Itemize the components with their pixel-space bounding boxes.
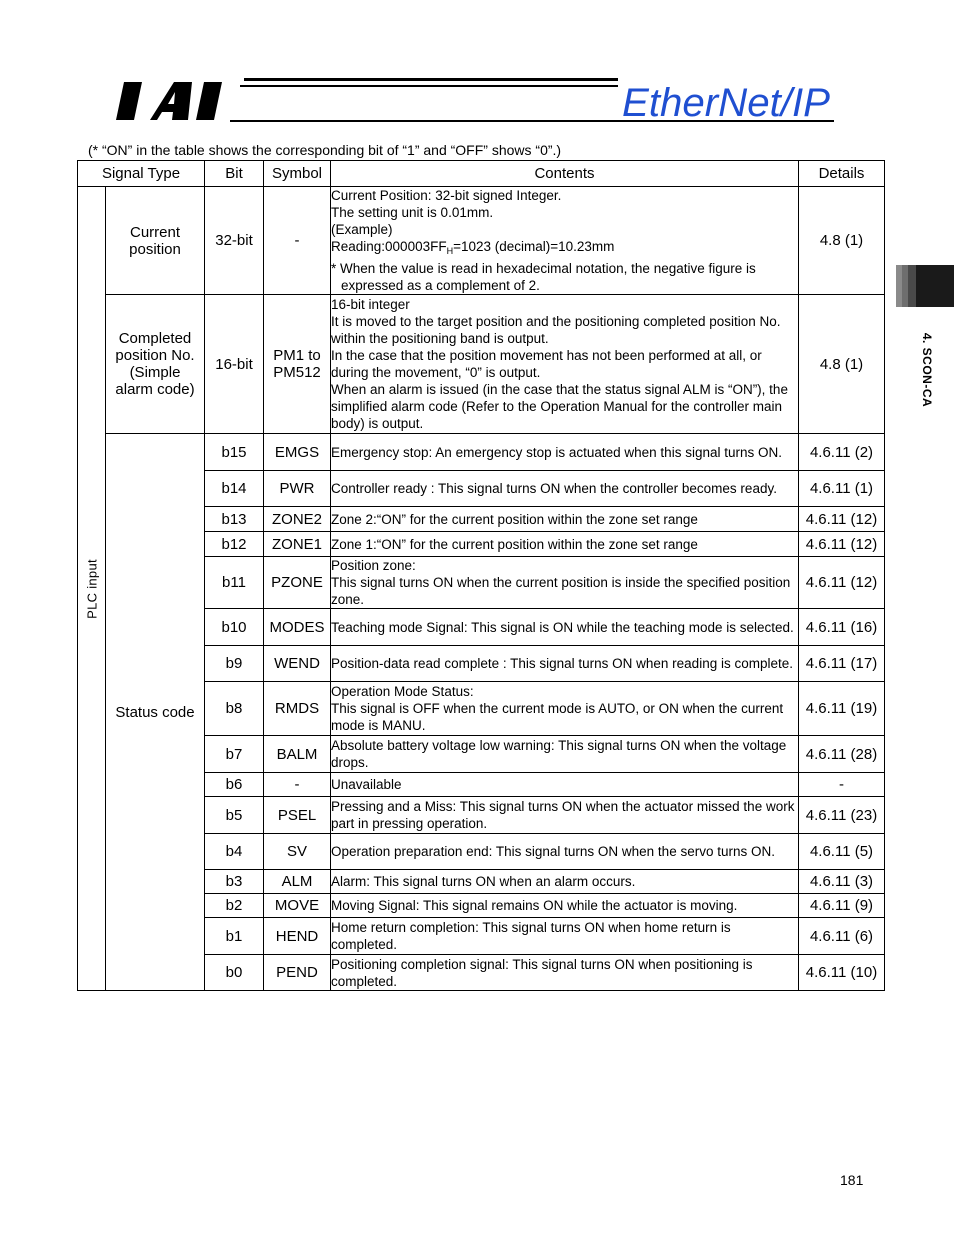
symbol-cell: ZONE1	[264, 532, 331, 557]
example-hex: Reading:000003FF	[331, 239, 447, 254]
contents-line: The setting unit is 0.01mm.	[331, 205, 494, 220]
contents-cell: Zone 2:“ON” for the current position within the zone set range	[331, 507, 799, 532]
details-cell: 4.6.11 (3)	[799, 870, 885, 894]
signal-type: Completed position No. (Simple alarm code)	[106, 295, 205, 434]
symbol-cell: PSEL	[264, 797, 331, 834]
details-cell: 4.6.11 (12)	[799, 532, 885, 557]
bit-cell: 32-bit	[205, 187, 264, 295]
col-signal-type: Signal Type	[78, 161, 205, 187]
bit-cell: b6	[205, 773, 264, 797]
symbol-cell: EMGS	[264, 434, 331, 471]
contents-line: * When the value is read in hexadecimal notation, the negative figure is expressed as a complement of 2.	[331, 261, 756, 293]
contents-cell: 16-bit integer It is moved to the target position and the positioning completed position No. within the positioning band is output. In the case that the position movement has not been performed at all, or during the movement, “0” is output. When an alarm is issued (in the case that the status signal ALM is “ON”), the simplified alarm code (Refer to the Operation Manual for the controller main body) is output.	[331, 295, 799, 434]
symbol-cell: -	[264, 773, 331, 797]
iai-logo	[116, 82, 222, 120]
signal-type: Current position	[106, 187, 205, 295]
contents-line	[331, 238, 798, 260]
symbol-cell: WEND	[264, 646, 331, 682]
symbol-cell: BALM	[264, 736, 331, 773]
col-contents: Contents	[331, 161, 799, 187]
bit-cell: b9	[205, 646, 264, 682]
logo-line-mid	[240, 85, 618, 87]
symbol-cell: HEND	[264, 918, 331, 955]
symbol-cell: MODES	[264, 609, 331, 646]
chapter-tab	[896, 265, 954, 307]
details-cell: 4.6.11 (9)	[799, 894, 885, 918]
plc-input-group	[78, 187, 106, 991]
symbol-cell: PEND	[264, 955, 331, 991]
bit-cell: b10	[205, 609, 264, 646]
symbol-cell: -	[264, 187, 331, 295]
contents-cell: Controller ready : This signal turns ON when the controller becomes ready.	[331, 471, 799, 507]
contents-cell: Positioning completion signal: This signal turns ON when positioning is completed.	[331, 955, 799, 991]
contents-cell: Home return completion: This signal turns ON when home return is completed.	[331, 918, 799, 955]
example-decimal: =1023 (decimal)=10.23mm	[453, 239, 615, 254]
row-completed-position	[78, 295, 885, 434]
bit-cell: b1	[205, 918, 264, 955]
contents-cell: Position zone: This signal turns ON when the current position is inside the specified position zone.	[331, 557, 799, 609]
details-cell: 4.6.11 (10)	[799, 955, 885, 991]
bit-cell: b14	[205, 471, 264, 507]
bit-cell: b11	[205, 557, 264, 609]
bit-cell: b5	[205, 797, 264, 834]
contents-cell: Operation Mode Status: This signal is OFF when the current mode is AUTO, or ON when the current mode is MANU.	[331, 682, 799, 736]
contents-cell: Absolute battery voltage low warning: This signal turns ON when the voltage drops.	[331, 736, 799, 773]
bit-cell: b13	[205, 507, 264, 532]
page-number: 181	[840, 1172, 864, 1188]
symbol-cell: PZONE	[264, 557, 331, 609]
details-cell: 4.6.11 (23)	[799, 797, 885, 834]
bit-cell: b3	[205, 870, 264, 894]
status-code-label: Status code	[106, 434, 205, 991]
bit-cell: b4	[205, 834, 264, 870]
details-cell: 4.8 (1)	[799, 187, 885, 295]
contents-cell: Pressing and a Miss: This signal turns ON when the actuator missed the work part in pressing operation.	[331, 797, 799, 834]
symbol-cell: PWR	[264, 471, 331, 507]
contents-cell: Unavailable	[331, 773, 799, 797]
contents-cell: Operation preparation end: This signal turns ON when the servo turns ON.	[331, 834, 799, 870]
bit-cell: b15	[205, 434, 264, 471]
row-current-position	[78, 187, 885, 295]
product-name: EtherNet/IP	[622, 81, 831, 124]
contents-cell: Teaching mode Signal: This signal is ON while the teaching mode is selected.	[331, 609, 799, 646]
col-symbol: Symbol	[264, 161, 331, 187]
logo-line-top	[244, 78, 618, 81]
plc-input-label: PLC input	[84, 558, 99, 619]
hex-subscript: H	[446, 246, 454, 256]
symbol-cell: MOVE	[264, 894, 331, 918]
iai-ethernet-ip-logo	[116, 76, 836, 124]
symbol-cell: ALM	[264, 870, 331, 894]
brand-name: IAI	[116, 76, 118, 77]
contents-cell: Position-data read complete : This signal turns ON when reading is complete.	[331, 646, 799, 682]
symbol-cell: PM1 to PM512	[264, 295, 331, 434]
details-cell: 4.6.11 (5)	[799, 834, 885, 870]
status-row	[78, 434, 885, 471]
col-details: Details	[799, 161, 885, 187]
contents-cell	[331, 187, 799, 295]
details-cell: 4.6.11 (12)	[799, 557, 885, 609]
contents-line: Current Position: 32-bit signed Integer.	[331, 188, 562, 203]
bit-cell: b2	[205, 894, 264, 918]
bit-cell: b0	[205, 955, 264, 991]
details-cell: -	[799, 773, 885, 797]
contents-cell: Emergency stop: An emergency stop is actuated when this signal turns ON.	[331, 434, 799, 471]
signal-table	[77, 160, 885, 991]
contents-cell: Alarm: This signal turns ON when an alarm occurs.	[331, 870, 799, 894]
table-header-row	[78, 161, 885, 187]
table-note: (* “ON” in the table shows the corresponding bit of “1” and “OFF” shows “0”.)	[88, 142, 562, 158]
details-cell: 4.8 (1)	[799, 295, 885, 434]
details-cell: 4.6.11 (17)	[799, 646, 885, 682]
details-cell: 4.6.11 (19)	[799, 682, 885, 736]
symbol-cell: ZONE2	[264, 507, 331, 532]
chapter-label: 4. SCON-CA	[920, 332, 934, 408]
bit-cell: b8	[205, 682, 264, 736]
bit-cell: 16-bit	[205, 295, 264, 434]
col-bit: Bit	[205, 161, 264, 187]
contents-line: (Example)	[331, 222, 393, 237]
bit-cell: b7	[205, 736, 264, 773]
symbol-cell: RMDS	[264, 682, 331, 736]
details-cell: 4.6.11 (28)	[799, 736, 885, 773]
contents-cell: Moving Signal: This signal remains ON while the actuator is moving.	[331, 894, 799, 918]
contents-cell: Zone 1:“ON” for the current position within the zone set range	[331, 532, 799, 557]
bit-cell: b12	[205, 532, 264, 557]
details-cell: 4.6.11 (2)	[799, 434, 885, 471]
details-cell: 4.6.11 (12)	[799, 507, 885, 532]
details-cell: 4.6.11 (6)	[799, 918, 885, 955]
details-cell: 4.6.11 (16)	[799, 609, 885, 646]
details-cell: 4.6.11 (1)	[799, 471, 885, 507]
symbol-cell: SV	[264, 834, 331, 870]
